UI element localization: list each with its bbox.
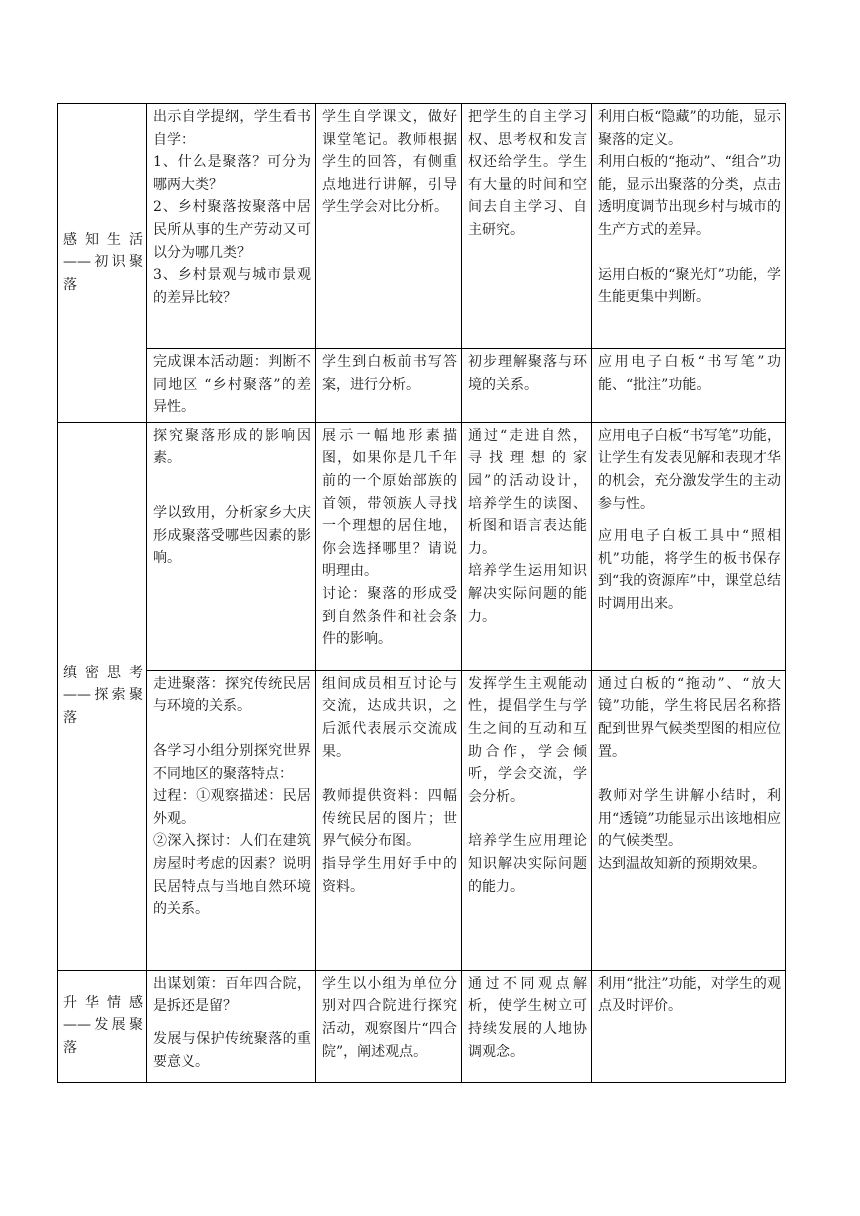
student-activity-cell (316, 970, 462, 1082)
stage-label: 升华情感——发展聚落 (63, 994, 143, 1057)
student-activity-text: 学生自学课文，做好课堂笔记。教师根据学生的回答，有侧重点地进行讲解，引导学生学会对比分析。 (322, 109, 457, 216)
whiteboard-function-text: 应用电子白板“书写笔”功能，让学生有发表见解和表现才华的机会，充分激发学生的主动参与性。 (598, 427, 781, 512)
student-activity-cell (316, 104, 462, 349)
content-text: 1、什么是聚落？可分为哪两大类？ (153, 154, 311, 193)
design-intent-cell (462, 670, 592, 970)
content-cell (147, 349, 316, 423)
whiteboard-function-cell (592, 970, 786, 1082)
content-cell (147, 670, 316, 970)
lesson-plan-table (57, 103, 786, 1083)
whiteboard-function-cell (592, 104, 786, 349)
whiteboard-function-text: 利用白板“隐藏”的功能，显示聚落的定义。 (598, 109, 781, 148)
design-intent-text: 通过“走进自然，寻找理想的家园”的活动设计，培养学生的读图、析图和语言表达能力。 (468, 427, 587, 557)
content-cell (147, 104, 316, 349)
design-intent-cell (462, 349, 592, 423)
whiteboard-function-text: 运用白板的“聚光灯”功能，学生能更集中判断。 (598, 266, 781, 306)
content-text: 学以致用，分析家乡大庆形成聚落受哪些因素的影响。 (153, 504, 311, 567)
whiteboard-function-text: 应用电子白板“书写笔”功能、“批注”功能。 (598, 354, 781, 393)
design-intent-text: 把学生的自主学习权、思考权和发言权还给学生。学生有大量的时间和空间去自主学习、自主研究。 (468, 109, 587, 238)
content-text: 完成课本活动题：判断不同地区 “乡村聚落”的差异性。 (153, 354, 311, 416)
content-cell (147, 970, 316, 1082)
design-intent-cell (462, 104, 592, 349)
student-activity-cell (316, 670, 462, 970)
content-text: 2、乡村聚落按聚落中居民所从事的生产劳动又可以分为哪几类？ (153, 199, 311, 261)
stage-label: 感知生活——初识聚落 (63, 231, 143, 293)
design-intent-text: 初步理解聚落与环境的关系。 (468, 354, 587, 393)
student-activity-text: 学生到白板前书写答案，进行分析。 (322, 354, 457, 393)
student-activity-cell (316, 349, 462, 423)
design-intent-cell (462, 970, 592, 1082)
student-activity-text: 展示一幅地形素描图，如果你是几千年前的一个原始部族的首领，带领族人寻找一个理想的居住地，你会选择哪里？请说明理由。 (322, 427, 457, 580)
design-intent-text: 通过不同观点解析，使学生树立可持续发展的人地协调观念。 (468, 975, 587, 1060)
content-text: 各学习小组分别探究世界不同地区的聚落特点： (153, 742, 311, 782)
design-intent-cell (462, 422, 592, 670)
content-text: 出谋划策：百年四合院，是拆还是留？ (153, 975, 311, 1015)
design-intent-text: 培养学生运用知识解决实际问题的能力。 (468, 563, 587, 625)
whiteboard-function-text: 利用“批注”功能，对学生的观点及时评价。 (598, 975, 781, 1015)
student-activity-text: 讨论：聚落的形成受到自然条件和社会条件的影响。 (322, 585, 457, 648)
whiteboard-function-text: 教师对学生讲解小结时，利用“透镜”功能显示出该地相应的气候类型。 (598, 788, 781, 850)
whiteboard-function-cell (592, 422, 786, 670)
table-row (58, 670, 786, 970)
content-text: ②深入探讨：人们在建筑房屋时考虑的因素？说明民居特点与当地自然环境的关系。 (153, 833, 311, 918)
student-activity-text: 指导学生用好手中的资料。 (322, 855, 457, 895)
whiteboard-function-cell (592, 670, 786, 970)
table-row (58, 970, 786, 1082)
table-row (58, 349, 786, 423)
content-text: 出示自学提纲，学生看书自学： (153, 109, 311, 148)
table-row (58, 422, 786, 670)
content-cell (147, 422, 316, 670)
stage-cell-explore (58, 422, 147, 970)
content-text: 发展与保护传统聚落的重要意义。 (153, 1030, 311, 1070)
content-text: 探究聚落形成的影响因素。 (153, 427, 311, 467)
stage-label: 缜密思考——探索聚落 (63, 664, 143, 727)
content-text: 走进聚落：探究传统民居与环境的关系。 (153, 675, 311, 715)
stage-cell-perceive (58, 104, 147, 423)
student-activity-text: 教师提供资料：四幅传统民居的图片；世界气候分布图。 (322, 788, 457, 850)
student-activity-text: 组间成员相互讨论与交流，达成共识，之后派代表展示交流成果。 (322, 675, 457, 760)
whiteboard-function-cell (592, 349, 786, 423)
whiteboard-function-text: 通过白板的“拖动”、“放大镜”功能，学生将民居名称搭配到世界气候类型图的相应位置。 (598, 675, 781, 760)
stage-cell-develop (58, 970, 147, 1082)
design-intent-text: 发挥学生主观能动性，提倡学生与学生之间的互动和互助合作，学会倾听，学会交流，学会分析。 (468, 675, 587, 805)
content-text: 3、乡村景观与城市景观的差异比较？ (153, 267, 311, 306)
whiteboard-function-text: 达到温故知新的预期效果。 (598, 855, 766, 872)
student-activity-cell (316, 422, 462, 670)
content-text: 过程：①观察描述：民居外观。 (153, 788, 311, 827)
design-intent-text: 培养学生应用理论知识解决实际问题的能力。 (468, 833, 587, 895)
student-activity-text: 学生以小组为单位分别对四合院进行探究活动，观察图片“四合院”，阐述观点。 (322, 975, 457, 1060)
whiteboard-function-text: 利用白板的“拖动”、“组合”功能，显示出聚落的分类，点击透明度调节出现乡村与城市的生产方式的差异。 (598, 154, 781, 238)
whiteboard-function-text: 应用电子白板工具中“照相机”功能，将学生的板书保存到“我的资源库”中，课堂总结时调用出来。 (598, 528, 781, 612)
table-row (58, 104, 786, 349)
